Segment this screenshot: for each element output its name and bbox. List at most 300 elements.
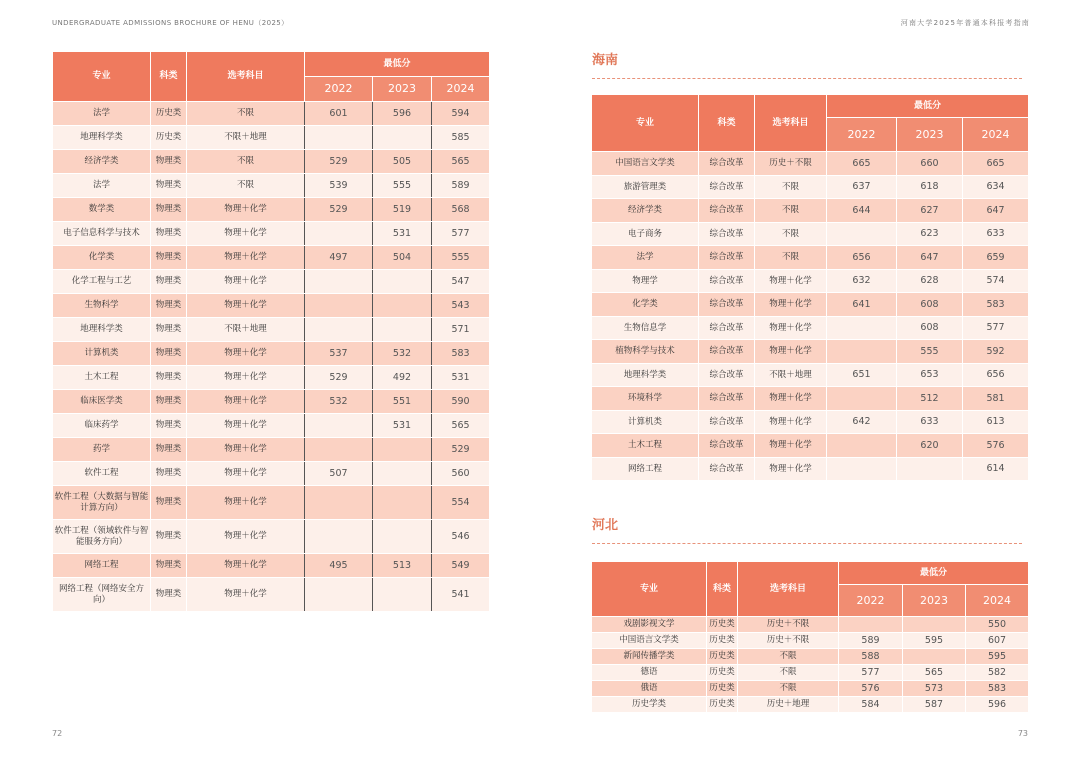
col-header-2023: 2023 [373,77,432,102]
table-row [53,246,490,270]
score-2023-cell [373,294,432,318]
subjects-cell: 不限 [738,681,839,697]
score-2024-cell: 541 [432,578,490,612]
score-2024-cell: 571 [432,318,490,342]
major-cell: 土木工程 [592,434,699,458]
score-2024-cell: 595 [966,649,1029,665]
score-2024-cell: 577 [963,316,1029,340]
category-cell: 物理类 [151,486,187,520]
col-header-major: 专业 [53,52,151,102]
category-cell: 综合改革 [699,246,755,270]
score-2023-cell: 627 [897,199,963,223]
major-cell: 环境科学 [592,387,699,411]
table-row [53,438,490,462]
score-2022-cell [305,520,373,554]
subjects-cell: 不限 [187,102,305,126]
table-row [592,649,1029,665]
category-cell: 综合改革 [699,457,755,481]
score-2023-cell: 531 [373,222,432,246]
score-2022-cell: 584 [839,697,903,713]
score-2022-cell [305,126,373,150]
score-2024-cell: 590 [432,390,490,414]
score-2024-cell: 574 [963,269,1029,293]
category-cell: 物理类 [151,150,187,174]
score-2022-cell: 665 [827,152,897,176]
score-2024-cell: 647 [963,199,1029,223]
major-cell: 生物信息学 [592,316,699,340]
table-row [592,222,1029,246]
score-2024-cell: 585 [432,126,490,150]
score-2022-cell: 588 [839,649,903,665]
score-2022-cell [305,414,373,438]
score-2023-cell: 505 [373,150,432,174]
table-row [592,681,1029,697]
score-2022-cell [305,318,373,342]
score-2023-cell [373,126,432,150]
score-2023-cell: 647 [897,246,963,270]
score-2022-cell [305,222,373,246]
subjects-cell: 物理＋化学 [755,387,827,411]
table-row [53,578,490,612]
major-cell: 物理学 [592,269,699,293]
table-row [592,697,1029,713]
table-row [53,222,490,246]
category-cell: 历史类 [151,126,187,150]
score-2022-cell [827,387,897,411]
major-cell: 药学 [53,438,151,462]
col-header-2024: 2024 [966,585,1029,617]
score-2023-cell: 608 [897,316,963,340]
score-2023-cell: 653 [897,363,963,387]
table-row [53,520,490,554]
col-header-2022: 2022 [305,77,373,102]
score-2022-cell: 589 [839,633,903,649]
table-row [53,462,490,486]
score-2022-cell: 529 [305,366,373,390]
score-2022-cell [827,340,897,364]
subjects-cell: 不限 [755,199,827,223]
score-2023-cell: 551 [373,390,432,414]
score-2022-cell: 577 [839,665,903,681]
major-cell: 计算机类 [592,410,699,434]
score-2024-cell: 656 [963,363,1029,387]
score-2022-cell [305,294,373,318]
score-2023-cell [373,486,432,520]
subjects-cell: 物理＋化学 [755,457,827,481]
subjects-cell: 物理＋化学 [187,554,305,578]
col-header-subjects: 选考科目 [738,562,839,617]
table-row [592,665,1029,681]
category-cell: 物理类 [151,414,187,438]
score-2023-cell: 587 [903,697,966,713]
major-cell: 计算机类 [53,342,151,366]
subjects-cell: 物理＋化学 [187,294,305,318]
category-cell: 综合改革 [699,152,755,176]
subjects-cell: 物理＋化学 [755,410,827,434]
subjects-cell: 不限 [755,222,827,246]
score-2024-cell: 583 [963,293,1029,317]
category-cell: 物理类 [151,578,187,612]
major-cell: 软件工程 [53,462,151,486]
subjects-cell: 物理＋化学 [187,520,305,554]
score-2024-cell: 592 [963,340,1029,364]
table-row [53,366,490,390]
category-cell: 综合改革 [699,410,755,434]
table-row [592,175,1029,199]
major-cell: 临床医学类 [53,390,151,414]
table-row [592,633,1029,649]
category-cell: 综合改革 [699,387,755,411]
score-2022-cell: 537 [305,342,373,366]
category-cell: 综合改革 [699,363,755,387]
score-2023-cell: 504 [373,246,432,270]
table-row [592,152,1029,176]
score-2022-cell [305,486,373,520]
table-row [592,316,1029,340]
score-2024-cell: 581 [963,387,1029,411]
page-number-left: 72 [52,729,63,738]
score-2022-cell: 529 [305,198,373,222]
category-cell: 综合改革 [699,269,755,293]
table-row [53,174,490,198]
score-2024-cell: 589 [432,174,490,198]
score-2022-cell: 632 [827,269,897,293]
col-header-min-score: 最低分 [305,52,490,77]
score-2024-cell: 547 [432,270,490,294]
score-2022-cell: 637 [827,175,897,199]
major-cell: 数学类 [53,198,151,222]
score-2023-cell: 596 [373,102,432,126]
score-2024-cell: 596 [966,697,1029,713]
category-cell: 综合改革 [699,434,755,458]
major-cell: 中国语言文学类 [592,633,707,649]
score-2024-cell: 594 [432,102,490,126]
major-cell: 电子商务 [592,222,699,246]
score-2022-cell [305,578,373,612]
table-row [592,410,1029,434]
major-cell: 化学类 [53,246,151,270]
table-row [592,199,1029,223]
score-2023-cell: 532 [373,342,432,366]
score-2023-cell [373,438,432,462]
section-divider-hainan [592,78,1022,79]
subjects-cell: 物理＋化学 [187,222,305,246]
category-cell: 历史类 [151,102,187,126]
table-row [53,126,490,150]
score-2023-cell [897,457,963,481]
major-cell: 新闻传播学类 [592,649,707,665]
major-cell: 德语 [592,665,707,681]
major-cell: 植物科学与技术 [592,340,699,364]
score-2023-cell [373,520,432,554]
score-2023-cell: 633 [897,410,963,434]
major-cell: 俄语 [592,681,707,697]
major-cell: 软件工程（领域软件与智能服务方向） [53,520,151,554]
subjects-cell: 物理＋化学 [187,342,305,366]
category-cell: 综合改革 [699,316,755,340]
subjects-cell: 物理＋化学 [187,246,305,270]
score-2024-cell: 565 [432,150,490,174]
table-row [53,150,490,174]
major-cell: 土木工程 [53,366,151,390]
table-row [53,342,490,366]
score-2022-cell: 507 [305,462,373,486]
table-row [592,617,1029,633]
category-cell: 物理类 [151,462,187,486]
score-2024-cell: 555 [432,246,490,270]
subjects-cell: 不限 [755,246,827,270]
score-2024-cell: 554 [432,486,490,520]
subjects-cell: 物理＋化学 [187,462,305,486]
table-row [53,486,490,520]
score-2024-cell: 560 [432,462,490,486]
table-row [53,270,490,294]
score-2022-cell [305,438,373,462]
table-row [53,198,490,222]
score-2024-cell: 582 [966,665,1029,681]
category-cell: 物理类 [151,270,187,294]
score-2023-cell: 623 [897,222,963,246]
subjects-cell: 历史＋地理 [738,697,839,713]
subjects-cell: 不限 [738,649,839,665]
table-hebei [591,561,1029,713]
category-cell: 综合改革 [699,222,755,246]
score-2022-cell [827,457,897,481]
score-2022-cell [305,270,373,294]
col-header-min-score: 最低分 [827,95,1029,118]
major-cell: 地理科学类 [53,126,151,150]
subjects-cell: 物理＋化学 [187,198,305,222]
subjects-cell: 物理＋化学 [755,434,827,458]
score-2022-cell [827,222,897,246]
table-row [592,434,1029,458]
score-2023-cell [373,318,432,342]
category-cell: 物理类 [151,246,187,270]
category-cell: 综合改革 [699,340,755,364]
major-cell: 经济学类 [53,150,151,174]
category-cell: 物理类 [151,342,187,366]
category-cell: 物理类 [151,294,187,318]
score-2022-cell: 601 [305,102,373,126]
category-cell: 物理类 [151,222,187,246]
score-2024-cell: 546 [432,520,490,554]
category-cell: 物理类 [151,554,187,578]
table-row [592,269,1029,293]
category-cell: 历史类 [707,633,738,649]
table-hainan [591,94,1029,481]
score-2023-cell: 513 [373,554,432,578]
major-cell: 网络工程 [592,457,699,481]
col-header-major: 专业 [592,95,699,152]
table-row [53,294,490,318]
score-2024-cell: 659 [963,246,1029,270]
score-2023-cell [903,649,966,665]
category-cell: 历史类 [707,697,738,713]
score-2022-cell: 495 [305,554,373,578]
score-2024-cell: 529 [432,438,490,462]
subjects-cell: 历史＋不限 [755,152,827,176]
table-row [53,414,490,438]
page-number-right: 73 [1017,729,1028,738]
score-2022-cell: 539 [305,174,373,198]
subjects-cell: 物理＋化学 [187,486,305,520]
section-title-hebei: 河北 [592,518,619,533]
subjects-cell: 不限 [187,150,305,174]
major-cell: 电子信息科学与技术 [53,222,151,246]
score-2023-cell: 555 [373,174,432,198]
score-2022-cell: 641 [827,293,897,317]
subjects-cell: 不限 [738,665,839,681]
category-cell: 综合改革 [699,293,755,317]
score-2024-cell: 565 [432,414,490,438]
header-left: UNDERGRADUATE ADMISSIONS BROCHURE OF HENU（2025） [52,19,289,27]
col-header-2023: 2023 [903,585,966,617]
subjects-cell: 物理＋化学 [187,270,305,294]
col-header-min-score: 最低分 [839,562,1029,585]
subjects-cell: 物理＋化学 [187,438,305,462]
col-header-major: 专业 [592,562,707,617]
score-2024-cell: 607 [966,633,1029,649]
major-cell: 戏剧影视文学 [592,617,707,633]
score-2024-cell: 568 [432,198,490,222]
subjects-cell: 不限＋地理 [187,126,305,150]
subjects-cell: 物理＋化学 [755,293,827,317]
subjects-cell: 不限＋地理 [755,363,827,387]
score-2024-cell: 531 [432,366,490,390]
major-cell: 生物科学 [53,294,151,318]
header-right: 河南大学2025年普通本科报考指南 [900,19,1030,27]
subjects-cell: 历史＋不限 [738,617,839,633]
major-cell: 历史学类 [592,697,707,713]
table-row [53,554,490,578]
score-2022-cell: 651 [827,363,897,387]
score-2024-cell: 543 [432,294,490,318]
col-header-subjects: 选考科目 [755,95,827,152]
score-2023-cell [903,617,966,633]
major-cell: 中国语言文学类 [592,152,699,176]
score-2023-cell: 628 [897,269,963,293]
major-cell: 地理科学类 [53,318,151,342]
score-2023-cell: 555 [897,340,963,364]
category-cell: 物理类 [151,366,187,390]
score-2024-cell: 634 [963,175,1029,199]
major-cell: 软件工程（大数据与智能计算方向） [53,486,151,520]
category-cell: 物理类 [151,318,187,342]
score-2022-cell: 529 [305,150,373,174]
col-header-2024: 2024 [963,118,1029,152]
score-2024-cell: 550 [966,617,1029,633]
table-left [52,51,490,612]
score-2023-cell: 565 [903,665,966,681]
score-2023-cell [373,270,432,294]
subjects-cell: 不限 [755,175,827,199]
category-cell: 历史类 [707,665,738,681]
category-cell: 综合改革 [699,175,755,199]
col-header-category: 科类 [699,95,755,152]
major-cell: 网络工程（网络安全方向） [53,578,151,612]
col-header-2023: 2023 [897,118,963,152]
major-cell: 临床药学 [53,414,151,438]
score-2022-cell: 644 [827,199,897,223]
score-2023-cell: 573 [903,681,966,697]
score-2023-cell: 618 [897,175,963,199]
score-2022-cell [827,316,897,340]
major-cell: 法学 [592,246,699,270]
category-cell: 物理类 [151,174,187,198]
table-row [53,390,490,414]
col-header-category: 科类 [707,562,738,617]
subjects-cell: 物理＋化学 [187,366,305,390]
table-row [53,102,490,126]
table-row [592,457,1029,481]
category-cell: 综合改革 [699,199,755,223]
table-row [592,340,1029,364]
score-2024-cell: 665 [963,152,1029,176]
major-cell: 化学工程与工艺 [53,270,151,294]
subjects-cell: 不限＋地理 [187,318,305,342]
score-2024-cell: 583 [432,342,490,366]
table-row [592,387,1029,411]
category-cell: 历史类 [707,617,738,633]
major-cell: 地理科学类 [592,363,699,387]
score-2023-cell: 512 [897,387,963,411]
score-2023-cell: 608 [897,293,963,317]
col-header-subjects: 选考科目 [187,52,305,102]
subjects-cell: 物理＋化学 [755,340,827,364]
section-title-hainan: 海南 [592,53,619,68]
score-2023-cell: 531 [373,414,432,438]
table-row [592,363,1029,387]
score-2024-cell: 583 [966,681,1029,697]
table-row [53,318,490,342]
score-2023-cell [373,462,432,486]
major-cell: 旅游管理类 [592,175,699,199]
category-cell: 物理类 [151,390,187,414]
category-cell: 历史类 [707,649,738,665]
score-2022-cell: 576 [839,681,903,697]
score-2022-cell: 532 [305,390,373,414]
subjects-cell: 物理＋化学 [755,316,827,340]
score-2023-cell: 620 [897,434,963,458]
score-2024-cell: 576 [963,434,1029,458]
category-cell: 物理类 [151,438,187,462]
score-2022-cell [827,434,897,458]
category-cell: 历史类 [707,681,738,697]
score-2022-cell: 642 [827,410,897,434]
subjects-cell: 物理＋化学 [187,578,305,612]
major-cell: 经济学类 [592,199,699,223]
score-2024-cell: 633 [963,222,1029,246]
major-cell: 化学类 [592,293,699,317]
category-cell: 物理类 [151,198,187,222]
category-cell: 物理类 [151,520,187,554]
subjects-cell: 不限 [187,174,305,198]
score-2024-cell: 613 [963,410,1029,434]
score-2022-cell: 656 [827,246,897,270]
score-2023-cell: 595 [903,633,966,649]
col-header-2022: 2022 [839,585,903,617]
score-2024-cell: 614 [963,457,1029,481]
col-header-category: 科类 [151,52,187,102]
subjects-cell: 物理＋化学 [187,414,305,438]
major-cell: 法学 [53,174,151,198]
score-2022-cell [839,617,903,633]
col-header-2022: 2022 [827,118,897,152]
major-cell: 网络工程 [53,554,151,578]
score-2024-cell: 549 [432,554,490,578]
score-2024-cell: 577 [432,222,490,246]
major-cell: 法学 [53,102,151,126]
